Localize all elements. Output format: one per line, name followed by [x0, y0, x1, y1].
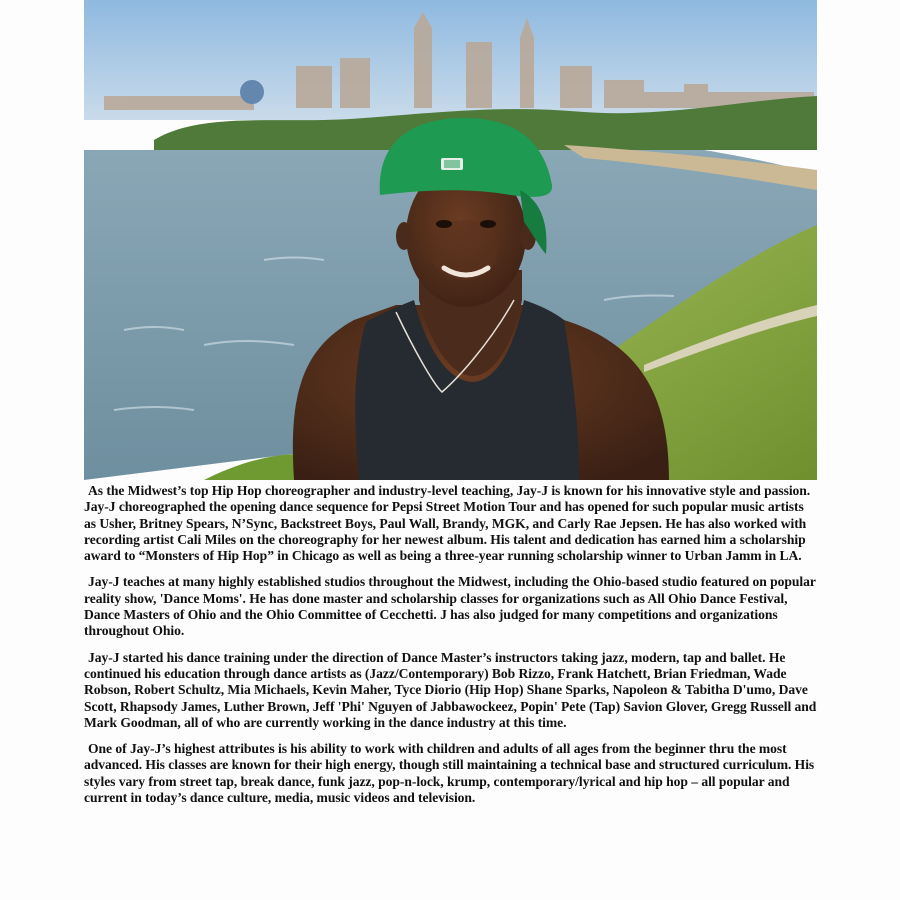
portrait-photo [84, 0, 817, 480]
bio-paragraph: As the Midwest’s top Hip Hop choreographer and industry-level teaching, Jay-J is known for his innovative style and passion. Jay-J choreographed the opening dance sequence for Pepsi Street Motion Tour and has opened for such popular music artists as Usher, Britney Spears, N’Sync, Backstreet Boys, Paul Wall, Brandy, MGK, and Carly Rae Jepsen. He has also worked with recording artist Cali Miles on the choreography for her newest album. His talent and dedication has earned him a scholarship award to “Monsters of Hip Hop” in Chicago as well as being a three-year running scholarship winner to Urban Jamm in LA. [84, 483, 811, 564]
bio-paragraph: Jay-J started his dance training under the direction of Dance Master’s instructors taking jazz, modern, tap and ballet. He continued his education through dance artists as (Jazz/Contemporary) Bob Rizzo, Frank Hatchett, Brian Friedman, Wade Robson, Robert Schultz, Mia Michaels, Kevin Maher, Tyce Diorio (Hip Hop) Shane Sparks, Napoleon & Tabitha D'umo, Dave Scott, Rhapsody James, Luther Brown, Jeff 'Phi' Nguyen of Jabbawockeez, Popin' Pete (Tap) Savion Glover, Gregg Russell and Mark Goodman, all of who are currently working in the dance industry at this time. [84, 649, 817, 730]
photo-illustration [84, 0, 817, 480]
bio-paragraph: One of Jay-J’s highest attributes is his ability to work with children and adults of all ages from the beginner thru the most advanced. His classes are known for their high energy, though still maintaining a technical base and structured curriculum. His styles vary from street tap, break dance, funk jazz, pop-n-lock, krump, contemporary/lyrical and hip hop – all popular and current in today’s dance culture, media, music videos and television. [84, 741, 815, 806]
bio-text [84, 483, 817, 816]
bio-paragraph: Jay-J teaches at many highly established studios throughout the Midwest, including the Ohio-based studio featured on popular reality show, 'Dance Moms'. He has done master and scholarship classes for organizations such as All Ohio Dance Festival, Dance Masters of Ohio and the Ohio Committee of Cecchetti. J has also judged for many competitions and organizations throughout Ohio. [84, 574, 816, 639]
